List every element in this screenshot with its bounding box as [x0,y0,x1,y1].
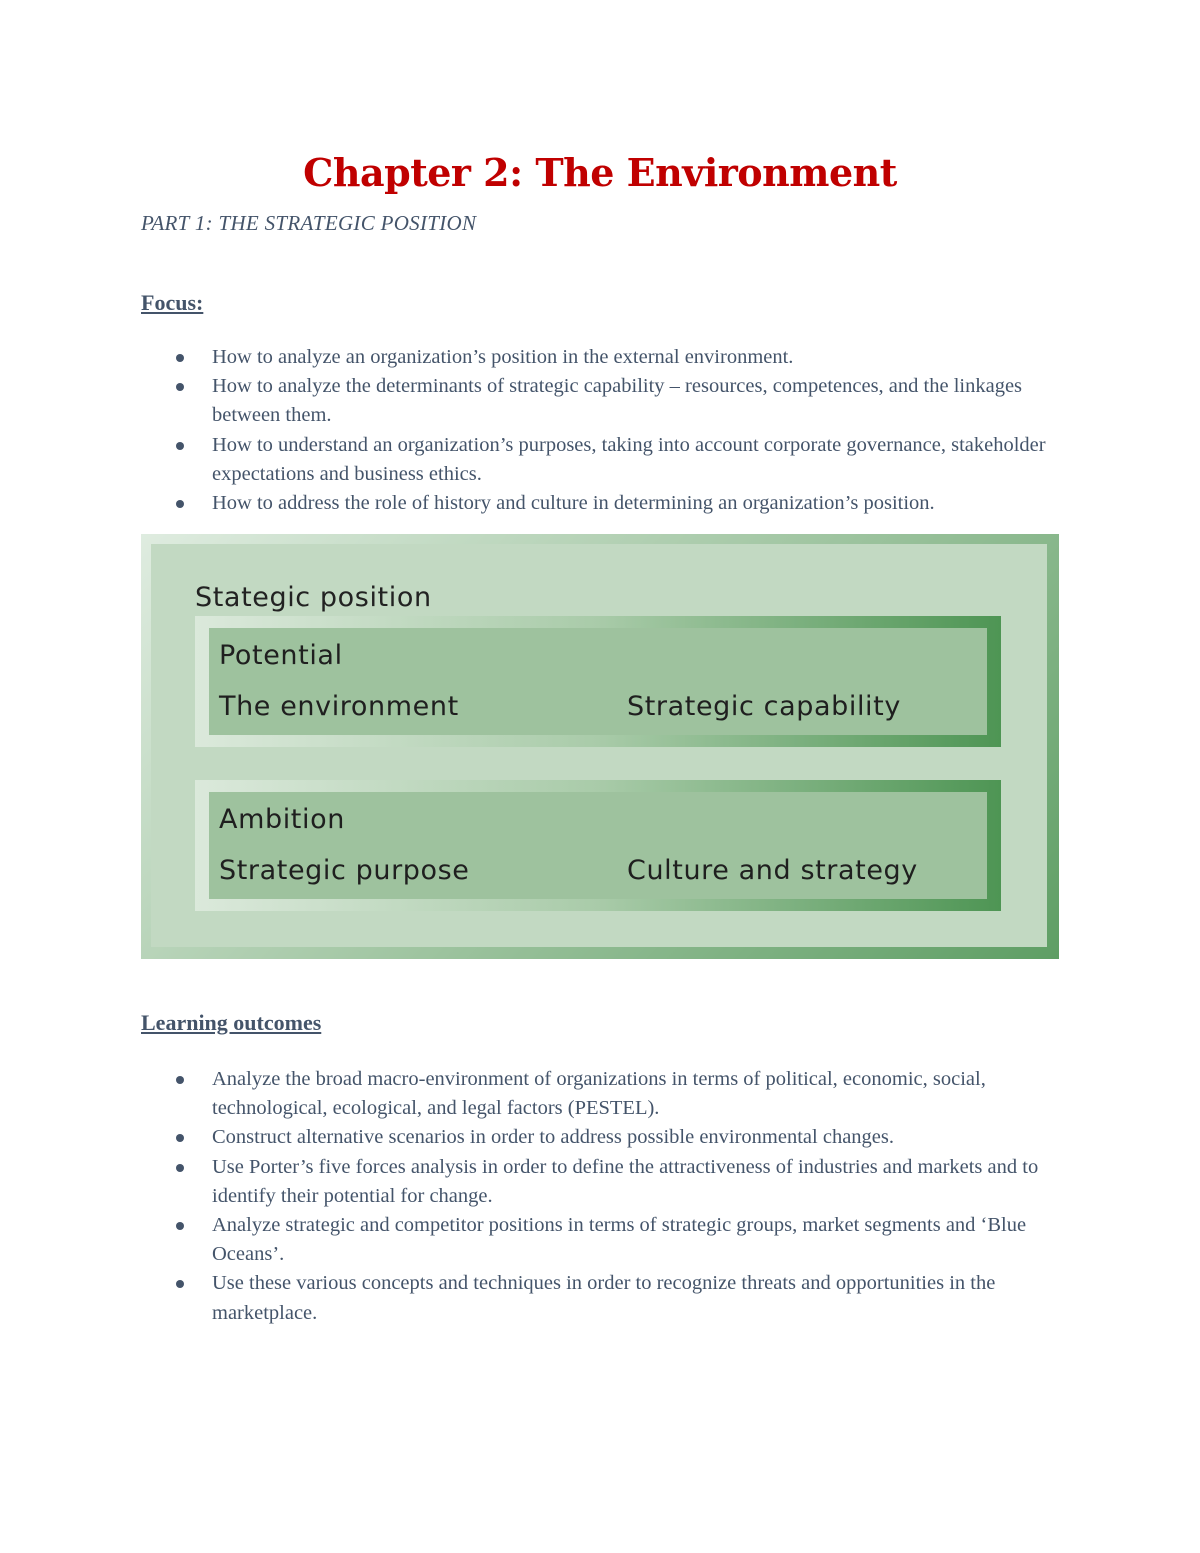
list-item: Analyze the broad macro-environment of organizations in terms of political, economic, social, technological, ecological, and legal factors (PESTEL). [141,1065,1061,1123]
ambition-box [195,780,1001,911]
box-heading: Potential [219,640,343,671]
potential-box [195,616,1001,747]
list-item: Analyze strategic and competitor positions in terms of strategic groups, market segments and ‘Blue Oceans’. [141,1211,1061,1269]
chapter-title: Chapter 2: The Environment [303,150,897,195]
learning-outcomes-list [141,1065,1061,1328]
box-left-label: The environment [219,691,459,722]
list-item: How to analyze the determinants of strategic capability – resources, competences, and the linkages between them. [141,372,1061,430]
learning-outcomes-heading: Learning outcomes [141,1010,322,1035]
focus-heading: Focus: [141,290,204,315]
box-left-label: Strategic purpose [219,855,470,886]
box-right-label: Strategic capability [627,691,901,722]
list-item: How to address the role of history and culture in determining an organization’s position. [141,489,1061,518]
list-item: How to understand an organization’s purposes, taking into account corporate governance, stakeholder expectations and business ethics. [141,431,1061,489]
strategic-position-diagram [141,534,1059,959]
diagram-panel [151,544,1047,947]
list-item: Construct alternative scenarios in order to address possible environmental changes. [141,1123,1061,1152]
diagram-title: Stategic position [195,582,432,613]
box-heading: Ambition [219,804,345,835]
box-right-label: Culture and strategy [627,855,918,886]
list-item: Use Porter’s five forces analysis in order to define the attractiveness of industries and markets and to identify their potential for change. [141,1153,1061,1211]
part-subtitle: PART 1: THE STRATEGIC POSITION [141,211,477,235]
focus-list [141,343,1061,518]
list-item: How to analyze an organization’s position in the external environment. [141,343,1061,372]
list-item: Use these various concepts and techniques in order to recognize threats and opportunities in the marketplace. [141,1269,1061,1327]
